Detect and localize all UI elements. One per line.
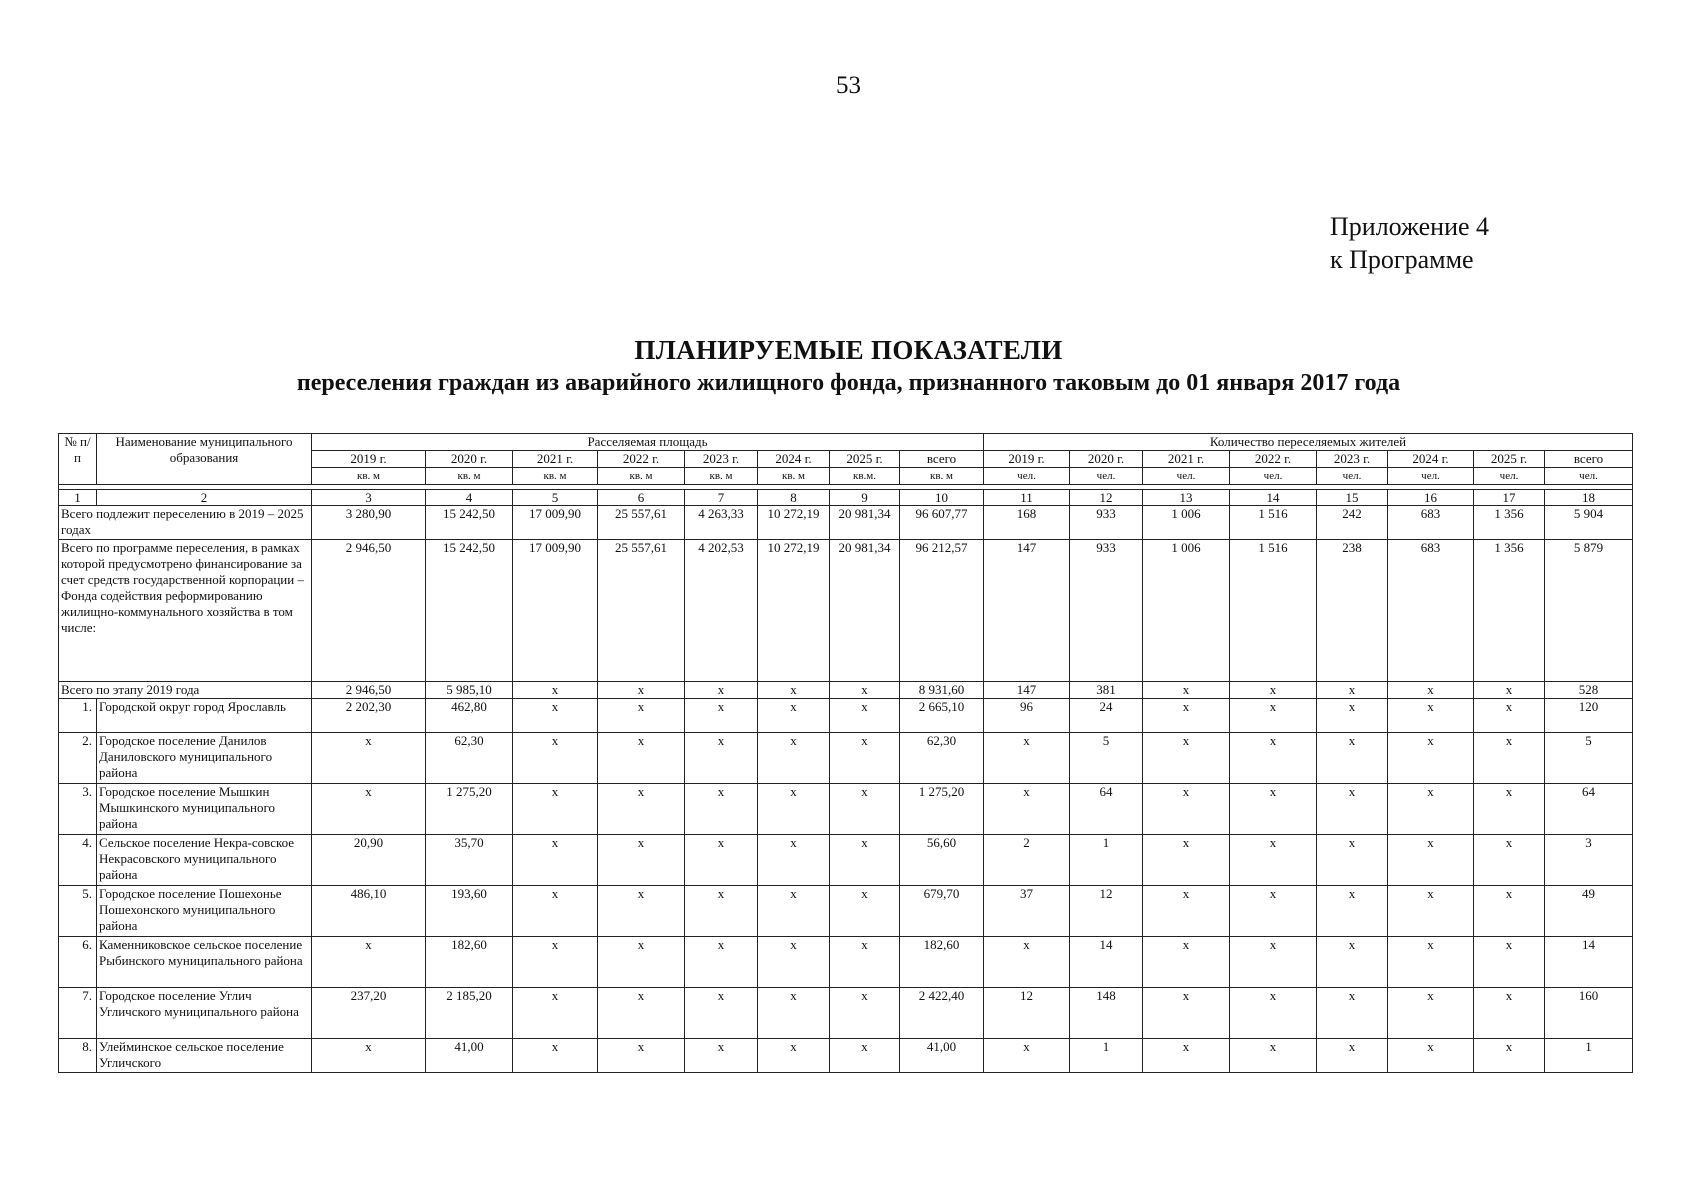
row-name: Сельское поселение Некра-совское Некрасовского муниципального района: [97, 835, 312, 886]
value-cell: х: [1474, 835, 1545, 886]
header-people-unit: чел.: [1070, 468, 1143, 485]
value-cell: 683: [1388, 506, 1474, 540]
value-cell: 12: [1070, 886, 1143, 937]
value-cell: х: [685, 733, 758, 784]
value-cell: х: [1143, 784, 1230, 835]
value-cell: 168: [984, 506, 1070, 540]
column-number: 8: [758, 490, 830, 506]
table-row: [59, 835, 1633, 886]
value-cell: 15 242,50: [426, 506, 513, 540]
column-number: 6: [598, 490, 685, 506]
value-cell: х: [1388, 835, 1474, 886]
value-cell: х: [1230, 937, 1317, 988]
value-cell: х: [685, 1039, 758, 1073]
row-name: Всего по этапу 2019 года: [59, 682, 312, 699]
value-cell: 462,80: [426, 699, 513, 733]
value-cell: х: [685, 835, 758, 886]
value-cell: х: [598, 886, 685, 937]
header-area-group: Расселяемая площадь: [312, 434, 984, 451]
value-cell: 182,60: [426, 937, 513, 988]
header-people-year: 2022 г.: [1230, 451, 1317, 468]
row-number: 6.: [59, 937, 97, 988]
table-row: [59, 699, 1633, 733]
header-area-unit: кв. м: [900, 468, 984, 485]
value-cell: 15 242,50: [426, 540, 513, 682]
value-cell: 2 665,10: [900, 699, 984, 733]
value-cell: х: [984, 1039, 1070, 1073]
appendix-line-2: к Программе: [1330, 245, 1474, 274]
row-number: 1.: [59, 699, 97, 733]
value-cell: 49: [1545, 886, 1633, 937]
header-area-year: всего: [900, 451, 984, 468]
value-cell: х: [598, 1039, 685, 1073]
table-row: [59, 937, 1633, 988]
value-cell: х: [598, 699, 685, 733]
table-row: [59, 988, 1633, 1039]
header-people-year: всего: [1545, 451, 1633, 468]
value-cell: 1 516: [1230, 540, 1317, 682]
value-cell: х: [1474, 784, 1545, 835]
value-cell: х: [1143, 682, 1230, 699]
row-name: Всего по программе переселения, в рамках которой предусмотрено финансирование за счет средств государственной корпорации – Фонда содействия реформированию жилищно-коммунального хозяйства в том числе:: [59, 540, 312, 682]
row-number: 5.: [59, 886, 97, 937]
header-area-year: 2020 г.: [426, 451, 513, 468]
header-people-unit: чел.: [1388, 468, 1474, 485]
value-cell: х: [513, 886, 598, 937]
value-cell: х: [1388, 1039, 1474, 1073]
value-cell: х: [1474, 937, 1545, 988]
table-body: [59, 434, 1633, 1073]
row-number: 2.: [59, 733, 97, 784]
document-subtitle: переселения граждан из аварийного жилищного фонда, признанного таковым до 01 января 2017 года: [296, 370, 1401, 396]
value-cell: х: [1317, 937, 1388, 988]
appendix-line-1: Приложение 4: [1330, 212, 1490, 241]
value-cell: х: [1143, 886, 1230, 937]
column-number: 16: [1388, 490, 1474, 506]
value-cell: 679,70: [900, 886, 984, 937]
header-people-year: 2019 г.: [984, 451, 1070, 468]
header-people-year: 2020 г.: [1070, 451, 1143, 468]
table-row: [59, 733, 1633, 784]
value-cell: х: [758, 784, 830, 835]
value-cell: 64: [1070, 784, 1143, 835]
row-name: Городское поселение Углич Угличского муниципального района: [97, 988, 312, 1039]
value-cell: х: [1230, 835, 1317, 886]
value-cell: х: [685, 699, 758, 733]
column-number: 3: [312, 490, 426, 506]
value-cell: х: [758, 835, 830, 886]
value-cell: 242: [1317, 506, 1388, 540]
header-people-year: 2021 г.: [1143, 451, 1230, 468]
table-row: [59, 506, 1633, 540]
value-cell: 683: [1388, 540, 1474, 682]
value-cell: 17 009,90: [513, 540, 598, 682]
value-cell: х: [1317, 886, 1388, 937]
value-cell: х: [1230, 988, 1317, 1039]
value-cell: 25 557,61: [598, 540, 685, 682]
value-cell: 160: [1545, 988, 1633, 1039]
row-number: 4.: [59, 835, 97, 886]
value-cell: х: [1388, 733, 1474, 784]
header-area-year: 2023 г.: [685, 451, 758, 468]
value-cell: х: [1388, 699, 1474, 733]
indicators-table: [58, 433, 1633, 1073]
value-cell: х: [830, 699, 900, 733]
row-name: Городское поселение Мышкин Мышкинского муниципального района: [97, 784, 312, 835]
value-cell: х: [598, 733, 685, 784]
column-number: 17: [1474, 490, 1545, 506]
value-cell: 41,00: [426, 1039, 513, 1073]
value-cell: х: [984, 937, 1070, 988]
value-cell: х: [758, 733, 830, 784]
value-cell: х: [1143, 1039, 1230, 1073]
value-cell: х: [1230, 886, 1317, 937]
value-cell: х: [1474, 699, 1545, 733]
value-cell: х: [1143, 835, 1230, 886]
header-people-unit: чел.: [1143, 468, 1230, 485]
value-cell: х: [830, 835, 900, 886]
column-number: 7: [685, 490, 758, 506]
value-cell: 64: [1545, 784, 1633, 835]
value-cell: 1 356: [1474, 506, 1545, 540]
value-cell: 14: [1545, 937, 1633, 988]
value-cell: х: [513, 699, 598, 733]
value-cell: х: [685, 682, 758, 699]
value-cell: 41,00: [900, 1039, 984, 1073]
value-cell: х: [830, 733, 900, 784]
value-cell: х: [513, 1039, 598, 1073]
value-cell: 3: [1545, 835, 1633, 886]
value-cell: 2 946,50: [312, 540, 426, 682]
value-cell: 96 212,57: [900, 540, 984, 682]
value-cell: 2: [984, 835, 1070, 886]
header-area-year: 2022 г.: [598, 451, 685, 468]
value-cell: х: [1143, 988, 1230, 1039]
table-row: [59, 886, 1633, 937]
value-cell: х: [312, 733, 426, 784]
header-no: № п/п: [59, 434, 97, 485]
value-cell: х: [830, 988, 900, 1039]
value-cell: х: [1230, 784, 1317, 835]
value-cell: х: [1474, 1039, 1545, 1073]
value-cell: 147: [984, 540, 1070, 682]
value-cell: х: [830, 1039, 900, 1073]
value-cell: х: [758, 682, 830, 699]
value-cell: х: [598, 835, 685, 886]
value-cell: 96 607,77: [900, 506, 984, 540]
value-cell: х: [1317, 699, 1388, 733]
value-cell: х: [1317, 733, 1388, 784]
value-cell: х: [1230, 733, 1317, 784]
value-cell: х: [513, 835, 598, 886]
value-cell: х: [1317, 835, 1388, 886]
value-cell: х: [758, 988, 830, 1039]
row-name: Каменниковское сельское поселение Рыбинского муниципального района: [97, 937, 312, 988]
value-cell: х: [513, 784, 598, 835]
value-cell: 12: [984, 988, 1070, 1039]
header-name: Наименование муниципального образования: [97, 434, 312, 485]
value-cell: х: [513, 682, 598, 699]
value-cell: 381: [1070, 682, 1143, 699]
value-cell: х: [1388, 682, 1474, 699]
column-number: 14: [1230, 490, 1317, 506]
value-cell: 1: [1070, 1039, 1143, 1073]
header-area-unit: кв. м: [513, 468, 598, 485]
value-cell: 1: [1070, 835, 1143, 886]
header-area-year: 2019 г.: [312, 451, 426, 468]
value-cell: х: [598, 784, 685, 835]
value-cell: 1 006: [1143, 506, 1230, 540]
value-cell: 62,30: [900, 733, 984, 784]
header-area-year: 2025 г.: [830, 451, 900, 468]
value-cell: 2 946,50: [312, 682, 426, 699]
header-area-unit: кв. м: [426, 468, 513, 485]
value-cell: 25 557,61: [598, 506, 685, 540]
value-cell: 10 272,19: [758, 506, 830, 540]
table-row: [59, 682, 1633, 699]
value-cell: х: [598, 937, 685, 988]
value-cell: 1 516: [1230, 506, 1317, 540]
value-cell: 56,60: [900, 835, 984, 886]
page-number: 53: [836, 72, 861, 99]
value-cell: х: [598, 988, 685, 1039]
value-cell: х: [1143, 733, 1230, 784]
row-name: Всего подлежит переселению в 2019 – 2025 годах: [59, 506, 312, 540]
value-cell: 4 202,53: [685, 540, 758, 682]
header-area-unit: кв. м: [758, 468, 830, 485]
value-cell: 1 275,20: [426, 784, 513, 835]
value-cell: х: [984, 733, 1070, 784]
header-area-year: 2024 г.: [758, 451, 830, 468]
value-cell: 528: [1545, 682, 1633, 699]
value-cell: х: [1230, 699, 1317, 733]
value-cell: х: [513, 733, 598, 784]
value-cell: 1 356: [1474, 540, 1545, 682]
value-cell: х: [685, 886, 758, 937]
value-cell: 193,60: [426, 886, 513, 937]
column-number: 4: [426, 490, 513, 506]
value-cell: 1 006: [1143, 540, 1230, 682]
value-cell: х: [830, 682, 900, 699]
value-cell: 8 931,60: [900, 682, 984, 699]
value-cell: 20,90: [312, 835, 426, 886]
value-cell: 237,20: [312, 988, 426, 1039]
value-cell: х: [1388, 784, 1474, 835]
value-cell: х: [1317, 784, 1388, 835]
value-cell: 24: [1070, 699, 1143, 733]
table-row: [59, 1039, 1633, 1073]
row-name: Городское поселение Пошехонье Пошехонского муниципального района: [97, 886, 312, 937]
row-name: Улейминское сельское поселение Угличского: [97, 1039, 312, 1073]
column-number: 2: [97, 490, 312, 506]
value-cell: 35,70: [426, 835, 513, 886]
value-cell: х: [758, 1039, 830, 1073]
value-cell: 1 275,20: [900, 784, 984, 835]
header-people-unit: чел.: [984, 468, 1070, 485]
value-cell: х: [1474, 988, 1545, 1039]
value-cell: 62,30: [426, 733, 513, 784]
header-people-unit: чел.: [1545, 468, 1633, 485]
header-people-year: 2025 г.: [1474, 451, 1545, 468]
value-cell: х: [513, 988, 598, 1039]
header-people-year: 2023 г.: [1317, 451, 1388, 468]
value-cell: х: [598, 682, 685, 699]
value-cell: х: [1388, 886, 1474, 937]
header-row-column-numbers: [59, 490, 1633, 506]
value-cell: х: [758, 937, 830, 988]
appendix-note: [1330, 210, 1489, 276]
header-people-unit: чел.: [1230, 468, 1317, 485]
value-cell: 120: [1545, 699, 1633, 733]
value-cell: х: [830, 937, 900, 988]
value-cell: х: [1474, 682, 1545, 699]
value-cell: 96: [984, 699, 1070, 733]
value-cell: х: [1143, 699, 1230, 733]
header-area-year: 2021 г.: [513, 451, 598, 468]
header-people-group: Количество переселяемых жителей: [984, 434, 1633, 451]
value-cell: 4 263,33: [685, 506, 758, 540]
column-number: 1: [59, 490, 97, 506]
column-number: 15: [1317, 490, 1388, 506]
value-cell: 147: [984, 682, 1070, 699]
value-cell: 933: [1070, 506, 1143, 540]
value-cell: х: [1474, 886, 1545, 937]
value-cell: х: [1317, 988, 1388, 1039]
value-cell: х: [1317, 1039, 1388, 1073]
header-area-unit: кв. м: [312, 468, 426, 485]
value-cell: 2 185,20: [426, 988, 513, 1039]
value-cell: х: [1474, 733, 1545, 784]
column-number: 11: [984, 490, 1070, 506]
value-cell: 2 422,40: [900, 988, 984, 1039]
header-row-groups: [59, 434, 1633, 451]
row-name: Городской округ город Ярославль: [97, 699, 312, 733]
header-people-year: 2024 г.: [1388, 451, 1474, 468]
header-area-unit: кв.м.: [830, 468, 900, 485]
value-cell: х: [1388, 937, 1474, 988]
value-cell: 148: [1070, 988, 1143, 1039]
value-cell: х: [685, 784, 758, 835]
header-people-unit: чел.: [1317, 468, 1388, 485]
column-number: 12: [1070, 490, 1143, 506]
column-number: 9: [830, 490, 900, 506]
value-cell: 933: [1070, 540, 1143, 682]
value-cell: 1: [1545, 1039, 1633, 1073]
value-cell: х: [1230, 682, 1317, 699]
value-cell: х: [513, 937, 598, 988]
value-cell: х: [830, 886, 900, 937]
value-cell: 5 985,10: [426, 682, 513, 699]
table-row: [59, 540, 1633, 682]
column-number: 13: [1143, 490, 1230, 506]
value-cell: х: [1317, 682, 1388, 699]
row-name: Городское поселение Данилов Даниловского муниципального района: [97, 733, 312, 784]
value-cell: х: [1388, 988, 1474, 1039]
value-cell: 20 981,34: [830, 506, 900, 540]
table-row: [59, 784, 1633, 835]
row-number: 7.: [59, 988, 97, 1039]
value-cell: х: [984, 784, 1070, 835]
value-cell: х: [1230, 1039, 1317, 1073]
row-number: 3.: [59, 784, 97, 835]
row-number: 8.: [59, 1039, 97, 1073]
document-title: ПЛАНИРУЕМЫЕ ПОКАЗАТЕЛИ: [634, 335, 1063, 365]
column-number: 10: [900, 490, 984, 506]
value-cell: 3 280,90: [312, 506, 426, 540]
value-cell: 10 272,19: [758, 540, 830, 682]
value-cell: 5: [1070, 733, 1143, 784]
value-cell: 5: [1545, 733, 1633, 784]
value-cell: х: [312, 937, 426, 988]
value-cell: 17 009,90: [513, 506, 598, 540]
value-cell: х: [685, 988, 758, 1039]
column-number: 5: [513, 490, 598, 506]
header-area-unit: кв. м: [598, 468, 685, 485]
header-area-unit: кв. м: [685, 468, 758, 485]
value-cell: х: [758, 886, 830, 937]
column-number: 18: [1545, 490, 1633, 506]
value-cell: 238: [1317, 540, 1388, 682]
value-cell: 37: [984, 886, 1070, 937]
value-cell: х: [758, 699, 830, 733]
header-people-unit: чел.: [1474, 468, 1545, 485]
value-cell: х: [312, 784, 426, 835]
value-cell: 14: [1070, 937, 1143, 988]
value-cell: 20 981,34: [830, 540, 900, 682]
value-cell: х: [685, 937, 758, 988]
value-cell: 2 202,30: [312, 699, 426, 733]
value-cell: 486,10: [312, 886, 426, 937]
value-cell: 5 879: [1545, 540, 1633, 682]
value-cell: 5 904: [1545, 506, 1633, 540]
value-cell: х: [1143, 937, 1230, 988]
value-cell: х: [312, 1039, 426, 1073]
value-cell: 182,60: [900, 937, 984, 988]
value-cell: х: [830, 784, 900, 835]
